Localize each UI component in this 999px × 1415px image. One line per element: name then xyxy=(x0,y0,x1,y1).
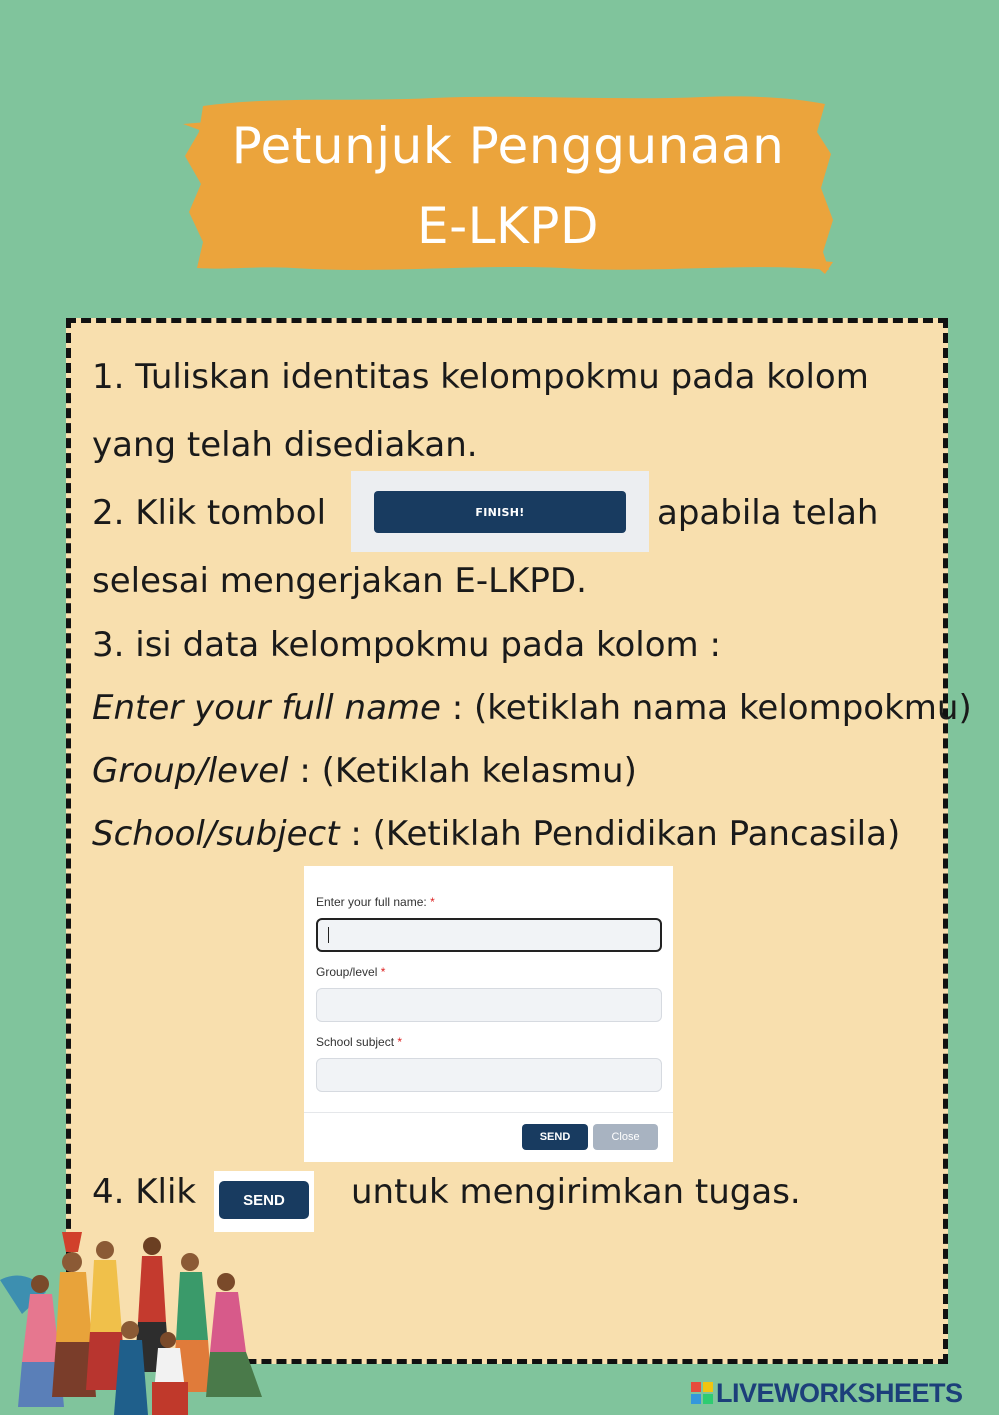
school-field-label: School subject * xyxy=(316,1035,403,1049)
step-2-suffix: apabila telah xyxy=(657,493,879,533)
name-field-label: Enter your full name: * xyxy=(316,895,435,909)
required-mark: * xyxy=(430,895,435,909)
field-2-name: Group/level xyxy=(92,751,289,791)
form-close-button[interactable]: Close xyxy=(593,1124,658,1150)
brand-text: LIVEWORKSHEETS xyxy=(716,1377,963,1408)
required-mark: * xyxy=(397,1035,403,1049)
step-4-prefix: 4. Klik xyxy=(92,1172,197,1212)
step-2-prefix: 2. Klik tombol xyxy=(92,493,327,533)
field-3-description: : (Ketiklah Pendidikan Pancasila) xyxy=(339,814,901,854)
step-1-line-2: yang telah disediakan. xyxy=(92,425,478,465)
liveworksheets-brand xyxy=(690,1378,963,1408)
field-1-instruction xyxy=(92,687,972,729)
step-2-line-2: selesai mengerjakan E-LKPD. xyxy=(92,561,587,601)
field-3-instruction xyxy=(92,813,900,855)
text-caret xyxy=(328,927,329,943)
finish-button-screenshot xyxy=(351,471,649,552)
title-line-1: Petunjuk Penggunaan xyxy=(231,117,785,175)
field-2-description: : (Ketiklah kelasmu) xyxy=(288,751,637,791)
title-banner xyxy=(183,92,833,274)
step-1-line-1: 1. Tuliskan identitas kelompokmu pada kolom xyxy=(92,357,869,397)
group-input[interactable] xyxy=(316,988,662,1022)
form-send-button[interactable]: SEND xyxy=(522,1124,588,1150)
step-3-heading: 3. isi data kelompokmu pada kolom : xyxy=(92,625,721,665)
form-divider xyxy=(304,1112,673,1113)
group-field-label: Group/level * xyxy=(316,965,386,979)
field-2-instruction xyxy=(92,750,637,792)
field-1-name: Enter your full name xyxy=(92,688,441,728)
name-input[interactable] xyxy=(316,918,662,952)
required-mark: * xyxy=(380,965,386,979)
send-button[interactable]: SEND xyxy=(219,1181,309,1219)
school-input[interactable] xyxy=(316,1058,662,1092)
form-preview-screenshot xyxy=(304,866,673,1162)
step-4-suffix: untuk mengirimkan tugas. xyxy=(351,1172,801,1212)
title-line-2: E-LKPD xyxy=(417,197,599,255)
field-1-description: : (ketiklah nama kelompokmu) xyxy=(440,688,972,728)
liveworksheets-logo-icon xyxy=(690,1381,714,1405)
finish-button[interactable]: FINISH! xyxy=(374,491,626,533)
cultural-dancers-illustration xyxy=(0,1222,270,1415)
field-3-name: School/subject xyxy=(92,814,340,854)
